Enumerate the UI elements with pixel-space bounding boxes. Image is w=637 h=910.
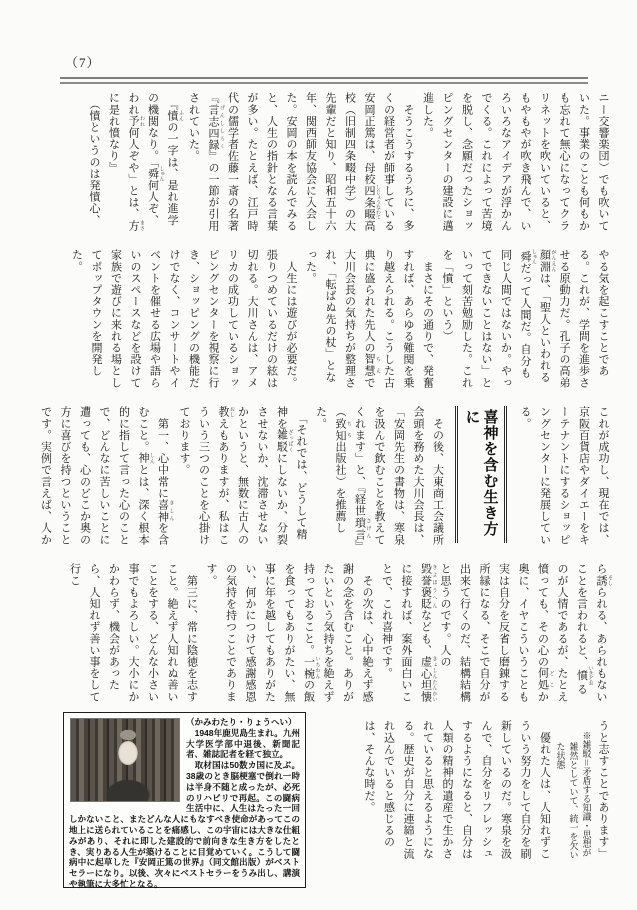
glossary-note: ※雑駁＝矛盾する知識・思想が雑然としていて、統一を欠いた状態 [555,731,592,859]
profile-name-reading: （かみわたり・りょうへい） [186,717,297,727]
paragraph: これが成功し、現在では、京阪百貨店やダイエーをキーテナントにするショッピングセンターに発展している。 [519,406,609,546]
paragraph: 人生には遊びが必要だ。張りつめているだけの絃は切れる。大川さんは、アメリカの成功しているショッピングセンターを視察に行き、ショッピングの機能だけでなく、コンサートやイベントを催せる広場や語らいのスペースなどを設けて家族で遊びに来れる場としてポップタウンを開発した。 [70,249,297,389]
page-number: （7） [65,55,101,70]
text-band-2 [63,249,612,389]
header-double-rule [60,77,588,84]
text-band-5 [318,720,612,860]
paragraph: （憤というのは発憤心、 [88,92,100,226]
profile-bio-line: 1948年鹿児島生まれ。九州大学医学部中退後、新聞記者、雑誌記者を経て独立。 [186,727,300,760]
profile-bio-line: 取材国は50数カ国に及ぶ。38歳のとき脳梗塞で倒れ一時は半身不随と成ったが、必死のリハビリで再起。この闘病生活中に、人生はたった一回しかないこと、またどんな人にもなすべき使命があってこの地上に送られていることを痛感し、この宇宙には大きな仕組みがあり、それに即した建設的で前向きな生き方をしたとき、実りある人生が築けることに目覚めていく。こうして闘病中に起草した『安岡正篤の世界』（同文館出版）がベストセラーになり。以後、次々にベストセラーをうみ出し、講演や執筆に大多忙となる。 [69,760,300,889]
text-band-1 [63,92,612,232]
paragraph: 優れた人は、人知れずこういう努力をして自分を刷新しているのだ。寒泉を汲んで、自分をリフレッシュするようになると、自分は人類の精神的遺産で生かされていると思えるようになる。歴史が自分に連綿と流れ込んでいると感じるのは、そんな時だ。 [363,720,551,860]
paragraph: 「それでは、どうして精神を雑駁 ざっぱくにしないか、分裂させないか、沈滞させないかというと、無数に古人の教 おしえもありますが、私はこういう三つのことを心掛けております。 [178,406,307,546]
paragraph: その次は、心中絶えず感謝の念を含むこと。ありがたいという気持ちを絶えず持っておること。一椀 いちわんの飯を食ってもありがたい、無事に年を越してもありがたい、何かにつけて感謝感恩の気持を持つことであります。 [205,563,373,703]
paragraph: そうこうするうちに、多くの経営者が師事している安岡正篤は、母校四条畷 しじょうなわて高校（旧制四条畷中学）の大先輩だと知り、昭和五十六年、関西師友協会に入会した。安岡の本を読んでみると、人生の指針となる言葉が多い。たとえば、江戸時代の儒学者佐藤一斎の名著『言志四録 げんししろく』の一節が引用されていた。 [187,92,414,232]
paragraph: その後、大東商工会議所会頭を務めた大川会長は、「安岡先生の書物は、寒泉を汲んで飲むことを教えてくれます」と、『経世瑣言 さげん』（致知 ちち出版社）を推薦した。 [314,406,444,546]
paragraph: 第三に、常に陰徳を志すこと。絶えず人知れぬ善いことをする、どんな小さい事でもよろしい。大小にかかわらず、機会があったら、人知れず善い事をして行こ [68,563,198,703]
author-profile-box [63,712,306,888]
paragraph: 第一、心中常に喜神 きしんを含むこと。神 しんとは、深く根本的に指して言った心のことで、どんなに苦しいことに遭っても、心のどこか奥の方に喜びを持つということです。実例で言えば、人か [39,406,174,546]
paragraph: やる気を起こすことである。これが、学問を進歩させる原動力だ。孔子の高弟顔淵 がんえんは、「聖人といわれる舜 しゅんだって人間だ。自分も同じ人間ではないか。やってできないことはない」といって刻苦勉励した。これを「憤」という） [441,249,609,389]
paragraph: うと志すことであります」 [597,720,609,860]
quote-paragraph: 『憤 ふんの一字は、是れ進学の機関なり。「舜 しゅん何人ぞ、われ予 われ何人ぞや」とは、方 まさに是れ憤なり』 [107,92,183,232]
paragraph: ら誘 そしられる、あられもないことを言われると、憤 いきどおるのが人情であるが、たとえ憤っても、その心の何処 どこか奥に、イヤこういうことも実は自分を反省し磨錬する所縁になる、そこで自分が出来て行くのだ、結構結構と思うのです。人の毀誉褒貶 きよほうへんなども、虚心坦懐 きょしんたんかいに接すれば、案外面白いことで、これ喜神です。 [380,563,612,703]
portrait-photo [70,718,180,802]
section-heading: 喜神を含む生き方に [455,406,507,543]
text-band-3 [39,406,612,546]
paragraph: まさにその通りで、発奮すれば、あらゆる難関を乗り越えられる。こうした古典に盛られた先人の智慧 ちえで大川会長の気持ちが整理され、「転ばぬ先の杖」となった。 [304,249,434,389]
text-band-4 [63,563,612,703]
paragraph: ニー交響楽団）でも吹いていた。事業のことも何もかも忘れて無心になってクラリネットを吹いていると、もやもやが吹き飛んで、いろいろなアイデアが浮かんでくる。これによって苦境を脱し、念願だったショッピングセンターの建設に邁進した。 [421,92,609,232]
